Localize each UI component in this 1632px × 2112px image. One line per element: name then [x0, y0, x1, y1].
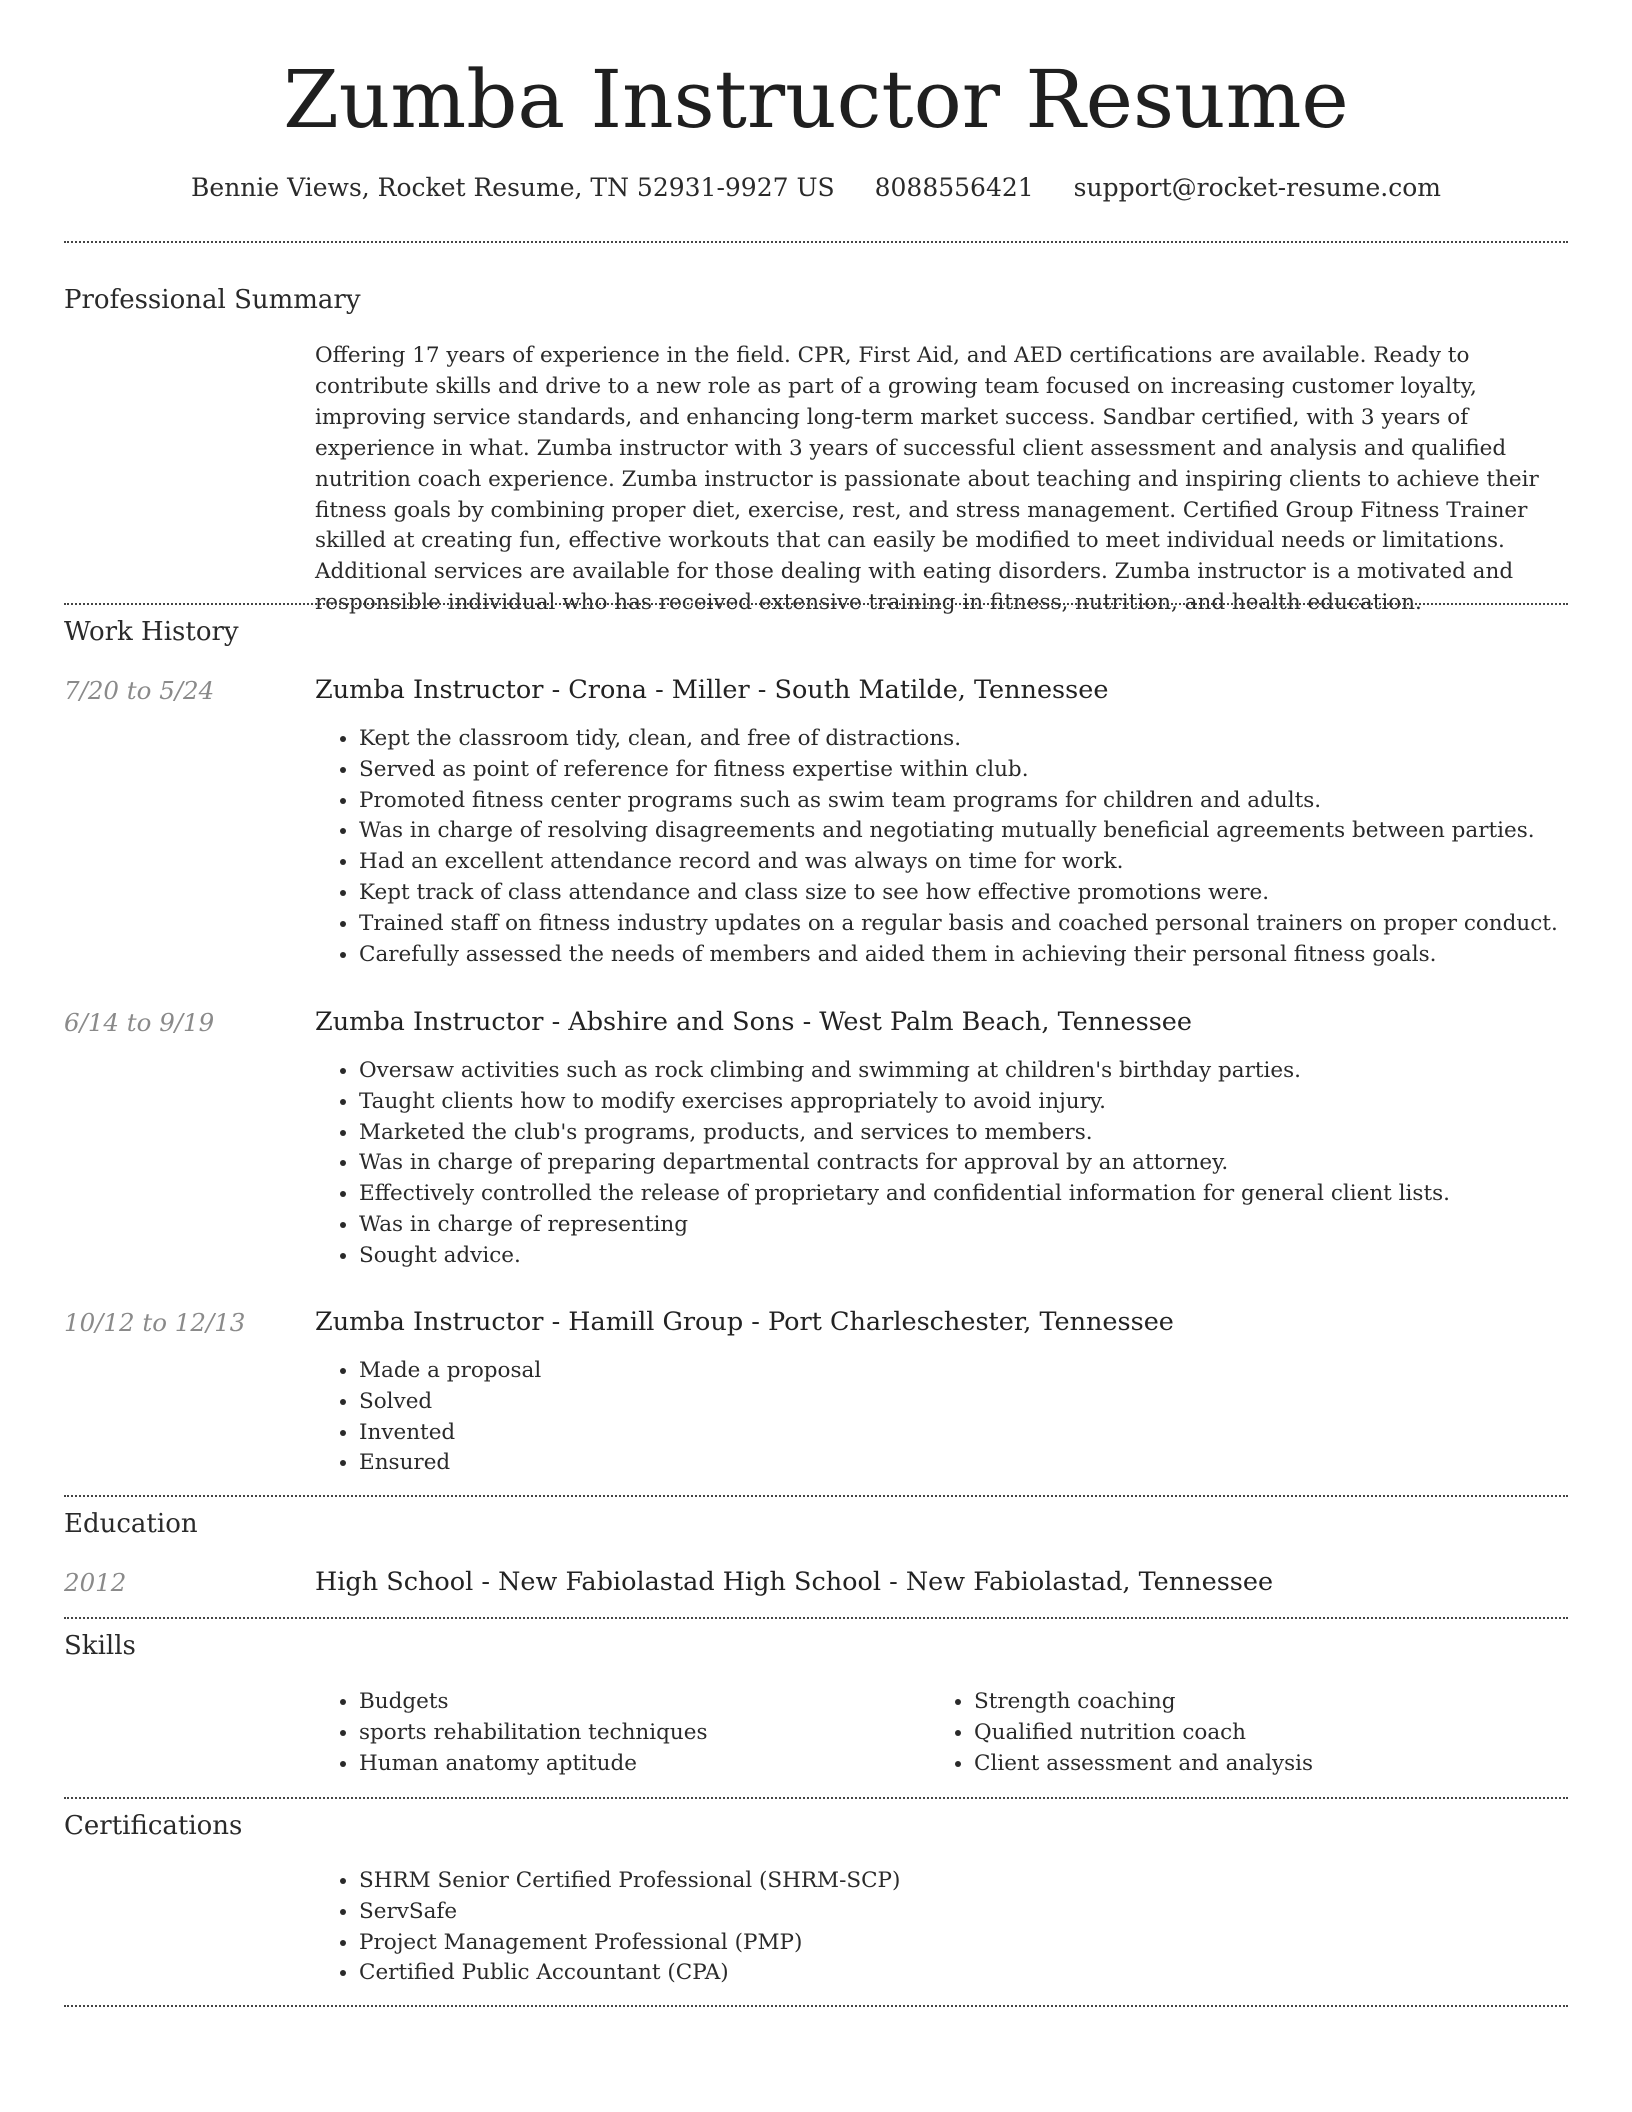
list-item: • sports rehabilitation techniques: [359, 1717, 708, 1748]
list-item: • Kept the classroom tidy, clean, and free of distractions.: [359, 724, 1558, 755]
contact-email: support@rocket-resume.com: [1073, 173, 1441, 202]
certifications-list: [315, 1866, 900, 1989]
section-heading-education: Education: [64, 1509, 198, 1539]
job-bullets: [315, 1356, 541, 1479]
list-item: • Was in charge of preparing departmental contracts for approval by an attorney.: [359, 1148, 1450, 1179]
resume-title: Zumba Instructor Resume: [283, 53, 1349, 146]
divider: [64, 1617, 1568, 1619]
summary-text: Offering 17 years of experience in the field. CPR, First Aid, and AED certifications are available. Ready to contribute skills and drive to a new role as part of a growing team focused on increasing customer loyalty, improving service standards, and enhancing long-term market success. Sandbar certified, with 3 years of experience in what. Zumba instructor with 3 years of successful client assessment and analysis and qualified nutrition coach experience. Zumba instructor is passionate about teaching and inspiring clients to achieve their fitness goals by combining proper diet, exercise, rest, and stress management. Certified Group Fitness Trainer skilled at creating fun, effective workouts that can easily be modified to meet individual needs or limitations. Additional services are available for those dealing with eating disorders. Zumba instructor is a motivated and responsible individual who has received extensive training in fitness, nutrition, and health education.: [315, 343, 1539, 616]
job-title: Zumba Instructor - Crona - Miller - South Matilde, Tennessee: [315, 675, 1109, 705]
section-heading-work-history: Work History: [64, 617, 239, 647]
job-dates: 7/20 to 5/24: [64, 676, 215, 705]
education-date: 2012: [64, 1568, 127, 1597]
list-item: • Carefully assessed the needs of members and aided them in achieving their personal fitness goals.: [359, 940, 1558, 971]
list-item: • ServSafe: [359, 1897, 900, 1928]
list-item: • Marketed the club's programs, products, and services to members.: [359, 1118, 1450, 1149]
list-item: • Ensured: [359, 1448, 541, 1479]
list-item: • Promoted fitness center programs such as swim team programs for children and adults.: [359, 786, 1558, 817]
divider: [64, 2005, 1568, 2007]
list-item: • Trained staff on fitness industry updates on a regular basis and coached personal trainers on proper conduct.: [359, 909, 1558, 940]
list-item: • Client assessment and analysis: [974, 1748, 1313, 1779]
section-heading-summary: Professional Summary: [64, 285, 361, 315]
job-title: Zumba Instructor - Abshire and Sons - West Palm Beach, Tennessee: [315, 1007, 1192, 1037]
skills-list-right: [930, 1686, 1313, 1779]
job-dates: 6/14 to 9/19: [64, 1008, 215, 1037]
list-item: • Qualified nutrition coach: [974, 1717, 1313, 1748]
list-item: • Oversaw activities such as rock climbing and swimming at children's birthday parties.: [359, 1056, 1450, 1087]
contact-line: [0, 172, 1632, 204]
job-dates: 10/12 to 12/13: [64, 1308, 246, 1337]
list-item: • Project Management Professional (PMP): [359, 1928, 900, 1959]
list-item: • Taught clients how to modify exercises appropriately to avoid injury.: [359, 1087, 1450, 1118]
job-bullets: [315, 1056, 1450, 1272]
list-item: • Solved: [359, 1387, 541, 1418]
section-heading-skills: Skills: [64, 1631, 136, 1661]
list-item: • Had an excellent attendance record and was always on time for work.: [359, 847, 1558, 878]
list-item: • Strength coaching: [974, 1686, 1313, 1717]
list-item: • SHRM Senior Certified Professional (SHRM-SCP): [359, 1866, 900, 1897]
list-item: • Certified Public Accountant (CPA): [359, 1958, 900, 1989]
divider: [64, 241, 1568, 243]
list-item: • Human anatomy aptitude: [359, 1748, 708, 1779]
list-item: • Effectively controlled the release of proprietary and confidential information for general client lists.: [359, 1179, 1450, 1210]
education-title: High School - New Fabiolastad High School - New Fabiolastad, Tennessee: [315, 1567, 1274, 1597]
list-item: • Budgets: [359, 1686, 708, 1717]
job-bullets: [315, 724, 1558, 970]
divider: [64, 603, 1568, 605]
divider: [64, 1797, 1568, 1799]
list-item: • Kept track of class attendance and class size to see how effective promotions were.: [359, 878, 1558, 909]
list-item: • Was in charge of representing: [359, 1210, 1450, 1241]
list-item: • Served as point of reference for fitness expertise within club.: [359, 755, 1558, 786]
job-title: Zumba Instructor - Hamill Group - Port Charleschester, Tennessee: [315, 1307, 1174, 1337]
skills-list-left: [315, 1686, 708, 1779]
contact-address: Bennie Views, Rocket Resume, TN 52931-9927 US: [191, 173, 835, 202]
list-item: • Invented: [359, 1418, 541, 1449]
list-item: • Sought advice.: [359, 1241, 1450, 1272]
list-item: • Made a proposal: [359, 1356, 541, 1387]
list-item: • Was in charge of resolving disagreements and negotiating mutually beneficial agreements between parties.: [359, 816, 1558, 847]
contact-phone: 8088556421: [874, 173, 1034, 202]
divider: [64, 1495, 1568, 1497]
section-heading-certifications: Certifications: [64, 1811, 243, 1841]
